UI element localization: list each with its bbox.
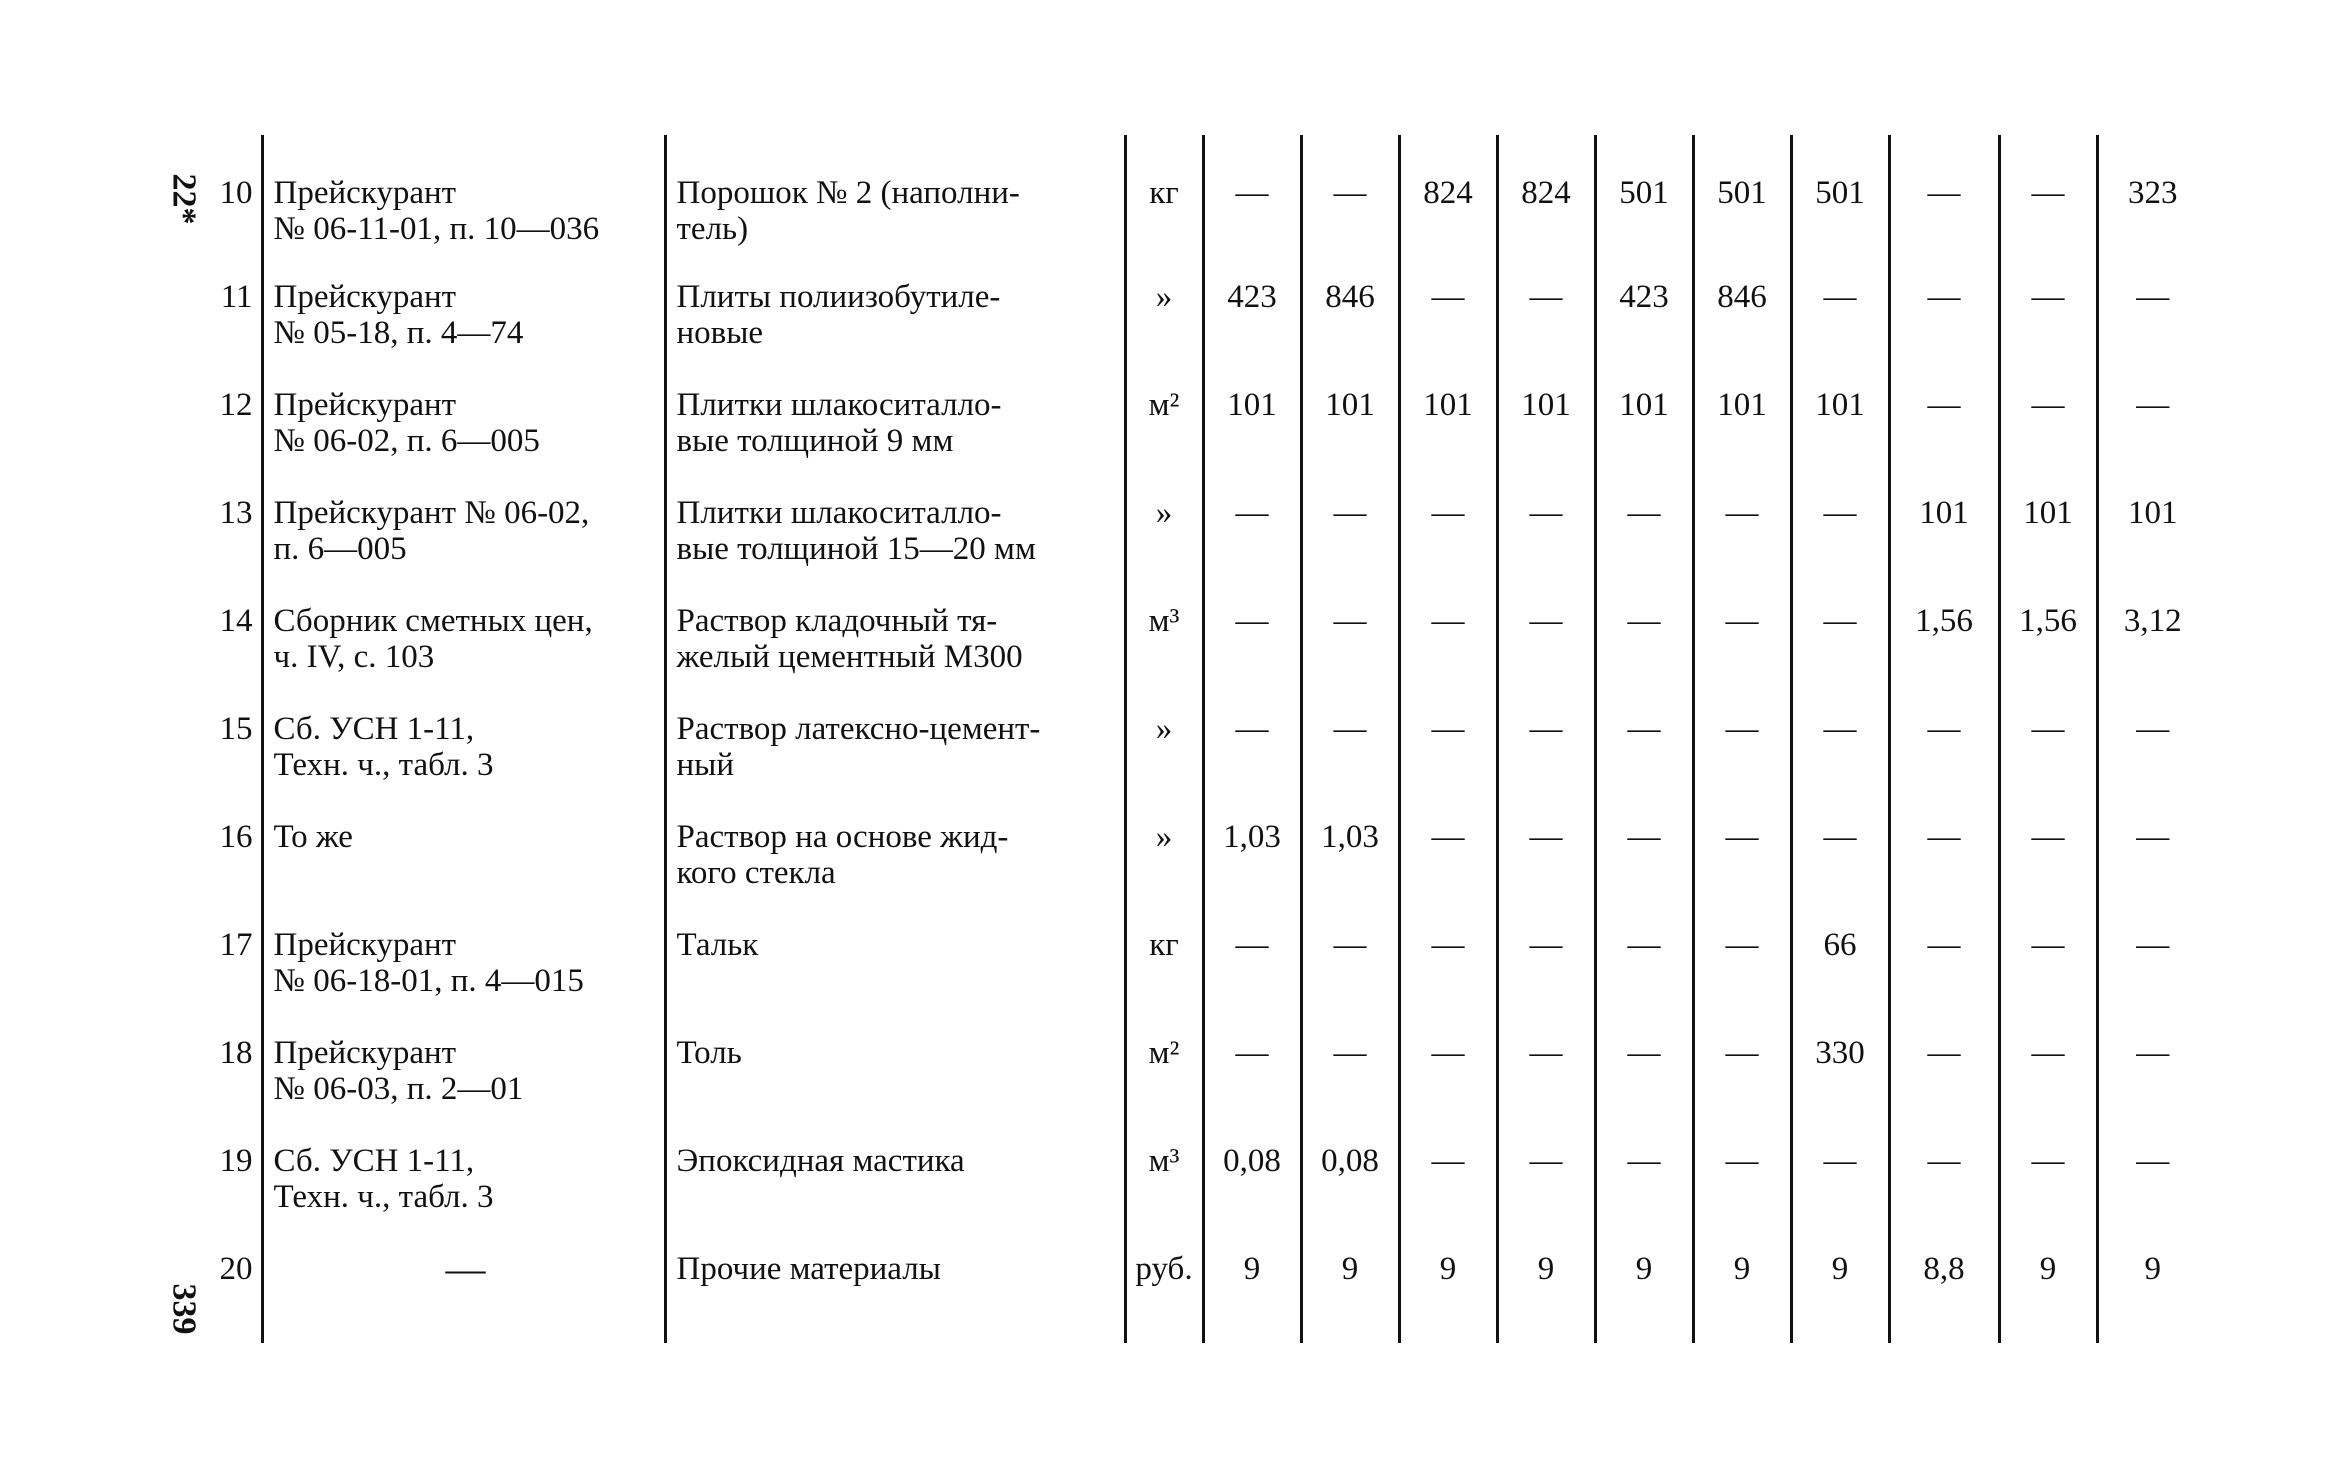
quantity-cell: — (2097, 251, 2207, 359)
source-line: Сборник сметных цен, (273, 603, 593, 639)
source-line: № 05-18, п. 4—74 (273, 315, 524, 351)
quantity-cell: 101 (1301, 359, 1399, 467)
material-name-line: Плитки шлакоситалло- (676, 387, 1002, 423)
quantity-cell: — (1399, 575, 1497, 683)
quantity-cell: 501 (1595, 135, 1693, 251)
row-number: 11 (220, 279, 253, 315)
quantity-cell: — (1497, 1115, 1595, 1223)
table-row (200, 1007, 2207, 1115)
table-row (200, 683, 2207, 791)
quantity-cell: — (1999, 359, 2097, 467)
quantity-cell: — (1999, 1007, 2097, 1115)
page-number: 339 (165, 1283, 203, 1335)
row-number: 18 (219, 1035, 253, 1071)
source-cell (262, 1007, 665, 1115)
quantity-cell: — (1203, 899, 1301, 1007)
quantity-cell: 101 (1999, 467, 2097, 575)
quantity-cell: — (1595, 791, 1693, 899)
quantity-cell: — (1595, 467, 1693, 575)
source-cell (262, 899, 665, 1007)
quantity-cell: — (1889, 251, 1999, 359)
row-number: 19 (219, 1143, 253, 1179)
table-row (200, 359, 2207, 467)
unit-cell: кг (1125, 899, 1203, 1007)
row-number: 15 (219, 711, 253, 747)
source-line: № 06-02, п. 6—005 (273, 423, 540, 459)
quantity-cell: 101 (1791, 359, 1889, 467)
source-line: № 06-18-01, п. 4—015 (273, 963, 584, 999)
quantity-cell: 101 (1497, 359, 1595, 467)
quantity-cell: — (1595, 683, 1693, 791)
quantity-cell: — (1399, 467, 1497, 575)
quantity-cell: — (1889, 1115, 1999, 1223)
quantity-cell: — (1595, 899, 1693, 1007)
quantity-cell: — (1999, 899, 2097, 1007)
page-mark-top: 22* (165, 173, 203, 225)
table-row (200, 899, 2207, 1007)
quantity-cell: 501 (1791, 135, 1889, 251)
quantity-cell: — (1791, 251, 1889, 359)
source-cell (262, 1115, 665, 1223)
source-line: ч. IV, с. 103 (273, 639, 435, 675)
quantity-cell: — (1791, 575, 1889, 683)
source-cell (262, 1223, 665, 1343)
material-name-cell (665, 1115, 1125, 1223)
table-body (200, 135, 2207, 1343)
quantity-cell: 1,56 (1889, 575, 1999, 683)
unit-cell: руб. (1125, 1223, 1203, 1343)
quantity-cell: 9 (2097, 1223, 2207, 1343)
quantity-cell: 9 (1301, 1223, 1399, 1343)
quantity-cell: — (2097, 899, 2207, 1007)
quantity-cell: — (1203, 575, 1301, 683)
quantity-cell: — (2097, 791, 2207, 899)
quantity-cell: 101 (1595, 359, 1693, 467)
source-cell (262, 251, 665, 359)
material-name-cell (665, 899, 1125, 1007)
quantity-cell: — (1595, 1115, 1693, 1223)
source-line: Техн. ч., табл. 3 (273, 1179, 494, 1215)
quantity-cell: 9 (1999, 1223, 2097, 1343)
quantity-cell: 101 (1203, 359, 1301, 467)
row-number: 16 (219, 819, 253, 855)
table-row (200, 135, 2207, 251)
material-name-line: вые толщиной 9 мм (676, 423, 954, 459)
quantity-cell: 824 (1399, 135, 1497, 251)
quantity-cell: — (1889, 359, 1999, 467)
quantity-cell: — (1791, 791, 1889, 899)
source-line: Прейскурант (273, 387, 457, 423)
source-line: № 06-11-01, п. 10—036 (273, 211, 600, 247)
source-cell (262, 467, 665, 575)
quantity-cell: — (1497, 683, 1595, 791)
quantity-cell: — (1497, 467, 1595, 575)
quantity-cell: — (1497, 791, 1595, 899)
unit-cell: » (1125, 251, 1203, 359)
quantity-cell: — (1203, 1007, 1301, 1115)
quantity-cell: — (1399, 1007, 1497, 1115)
material-name-cell (665, 359, 1125, 467)
quantity-cell: — (2097, 359, 2207, 467)
source-line: Прейскурант № 06-02, (273, 495, 590, 531)
material-name-cell (665, 251, 1125, 359)
quantity-cell: — (1791, 683, 1889, 791)
quantity-cell: 66 (1791, 899, 1889, 1007)
row-number: 14 (219, 603, 253, 639)
quantity-cell: — (1693, 899, 1791, 1007)
source-cell (262, 683, 665, 791)
quantity-cell: 9 (1791, 1223, 1889, 1343)
quantity-cell: — (1999, 1115, 2097, 1223)
source-line: п. 6—005 (273, 531, 407, 567)
quantity-cell: — (1301, 575, 1399, 683)
quantity-cell: — (1693, 467, 1791, 575)
quantity-cell: 101 (2097, 467, 2207, 575)
quantity-cell: — (1399, 899, 1497, 1007)
source-line: Прейскурант (273, 927, 457, 963)
source-cell (262, 575, 665, 683)
quantity-cell: — (1889, 1007, 1999, 1115)
quantity-cell: 1,03 (1203, 791, 1301, 899)
material-name-line: Раствор на основе жид- (676, 819, 1009, 855)
row-number: 17 (219, 927, 253, 963)
table-row (200, 575, 2207, 683)
row-number: 10 (219, 175, 253, 211)
material-name-line: Прочие материалы (676, 1251, 941, 1287)
material-name-line: Плиты полиизобутиле- (676, 279, 1001, 315)
unit-cell: м³ (1125, 1115, 1203, 1223)
materials-table (200, 135, 2207, 1343)
quantity-cell: — (1399, 1115, 1497, 1223)
quantity-cell: 423 (1595, 251, 1693, 359)
source-line: № 06-03, п. 2—01 (273, 1071, 524, 1107)
quantity-cell: — (1203, 467, 1301, 575)
unit-cell: м³ (1125, 575, 1203, 683)
source-line: — (445, 1246, 486, 1291)
quantity-cell: 9 (1693, 1223, 1791, 1343)
unit-cell: кг (1125, 135, 1203, 251)
table-row (200, 1223, 2207, 1343)
quantity-cell: — (1999, 791, 2097, 899)
quantity-cell: 330 (1791, 1007, 1889, 1115)
quantity-cell: 9 (1399, 1223, 1497, 1343)
quantity-cell: — (1595, 1007, 1693, 1115)
quantity-cell: 0,08 (1301, 1115, 1399, 1223)
quantity-cell: 101 (1399, 359, 1497, 467)
source-line: Сб. УСН 1-11, (273, 711, 475, 747)
material-name-cell (665, 1007, 1125, 1115)
quantity-cell: — (1301, 899, 1399, 1007)
quantity-cell: — (1301, 683, 1399, 791)
quantity-cell: — (1301, 135, 1399, 251)
unit-cell: м² (1125, 359, 1203, 467)
material-name-line: ный (676, 747, 734, 783)
material-name-line: Толь (676, 1035, 742, 1071)
quantity-cell: — (1889, 791, 1999, 899)
quantity-cell: — (1497, 575, 1595, 683)
unit-cell: » (1125, 467, 1203, 575)
source-line: Сб. УСН 1-11, (273, 1143, 475, 1179)
unit-cell: » (1125, 683, 1203, 791)
quantity-cell: — (1791, 1115, 1889, 1223)
material-name-cell (665, 575, 1125, 683)
quantity-cell: 9 (1203, 1223, 1301, 1343)
quantity-cell: — (1595, 575, 1693, 683)
material-name-cell (665, 467, 1125, 575)
row-number: 20 (219, 1251, 253, 1287)
quantity-cell: — (1889, 135, 1999, 251)
material-name-line: Тальк (676, 927, 759, 963)
table-row (200, 1115, 2207, 1223)
quantity-cell: — (1889, 683, 1999, 791)
quantity-cell: — (1203, 683, 1301, 791)
quantity-cell: — (1693, 1115, 1791, 1223)
material-name-cell (665, 135, 1125, 251)
quantity-cell: 101 (1693, 359, 1791, 467)
source-line: Прейскурант (273, 175, 457, 211)
material-name-cell (665, 683, 1125, 791)
quantity-cell: 9 (1497, 1223, 1595, 1343)
quantity-cell: — (1203, 135, 1301, 251)
material-name-line: Раствор латексно-цемент- (676, 711, 1041, 747)
quantity-cell: 846 (1301, 251, 1399, 359)
quantity-cell: — (1999, 135, 2097, 251)
quantity-cell: — (2097, 683, 2207, 791)
material-name-line: Порошок № 2 (наполни- (676, 175, 1020, 211)
table-row (200, 791, 2207, 899)
quantity-cell: — (1999, 683, 2097, 791)
source-line: Прейскурант (273, 1035, 457, 1071)
quantity-cell: 323 (2097, 135, 2207, 251)
unit-cell: м² (1125, 1007, 1203, 1115)
unit-cell: » (1125, 791, 1203, 899)
material-name-cell (665, 791, 1125, 899)
quantity-cell: 101 (1889, 467, 1999, 575)
quantity-cell: — (1497, 251, 1595, 359)
quantity-cell: — (2097, 1007, 2207, 1115)
material-name-line: тель) (676, 211, 749, 247)
source-line: Прейскурант (273, 279, 457, 315)
quantity-cell: — (1399, 683, 1497, 791)
quantity-cell: 8,8 (1889, 1223, 1999, 1343)
material-name-line: Раствор кладочный тя- (676, 603, 998, 639)
quantity-cell: — (1693, 683, 1791, 791)
quantity-cell: — (1693, 1007, 1791, 1115)
material-name-cell (665, 1223, 1125, 1343)
quantity-cell: 3,12 (2097, 575, 2207, 683)
quantity-cell: 423 (1203, 251, 1301, 359)
quantity-cell: — (1497, 899, 1595, 1007)
quantity-cell: 1,56 (1999, 575, 2097, 683)
material-name-line: кого стекла (676, 855, 836, 891)
quantity-cell: — (1693, 575, 1791, 683)
material-name-line: вые толщиной 15—20 мм (676, 531, 1036, 567)
quantity-cell: 501 (1693, 135, 1791, 251)
quantity-cell: — (1497, 1007, 1595, 1115)
quantity-cell: 1,03 (1301, 791, 1399, 899)
quantity-cell: — (1999, 251, 2097, 359)
quantity-cell: — (1301, 467, 1399, 575)
quantity-cell: 846 (1693, 251, 1791, 359)
material-name-line: желый цементный М300 (676, 639, 1023, 675)
quantity-cell: — (1791, 467, 1889, 575)
quantity-cell: 824 (1497, 135, 1595, 251)
table-row (200, 467, 2207, 575)
quantity-cell: 9 (1595, 1223, 1693, 1343)
quantity-cell: — (2097, 1115, 2207, 1223)
material-name-line: новые (676, 315, 764, 351)
material-name-line: Плитки шлакоситалло- (676, 495, 1002, 531)
quantity-cell: — (1693, 791, 1791, 899)
material-name-line: Эпоксидная мастика (676, 1143, 965, 1179)
source-cell (262, 135, 665, 251)
quantity-cell: — (1399, 791, 1497, 899)
row-number: 12 (219, 387, 253, 423)
source-line: То же (273, 819, 353, 855)
quantity-cell: — (1301, 1007, 1399, 1115)
quantity-cell: 0,08 (1203, 1115, 1301, 1223)
row-number: 13 (219, 495, 253, 531)
source-line: Техн. ч., табл. 3 (273, 747, 494, 783)
quantity-cell: — (1399, 251, 1497, 359)
source-cell (262, 791, 665, 899)
table-row (200, 251, 2207, 359)
quantity-cell: — (1889, 899, 1999, 1007)
source-cell (262, 359, 665, 467)
